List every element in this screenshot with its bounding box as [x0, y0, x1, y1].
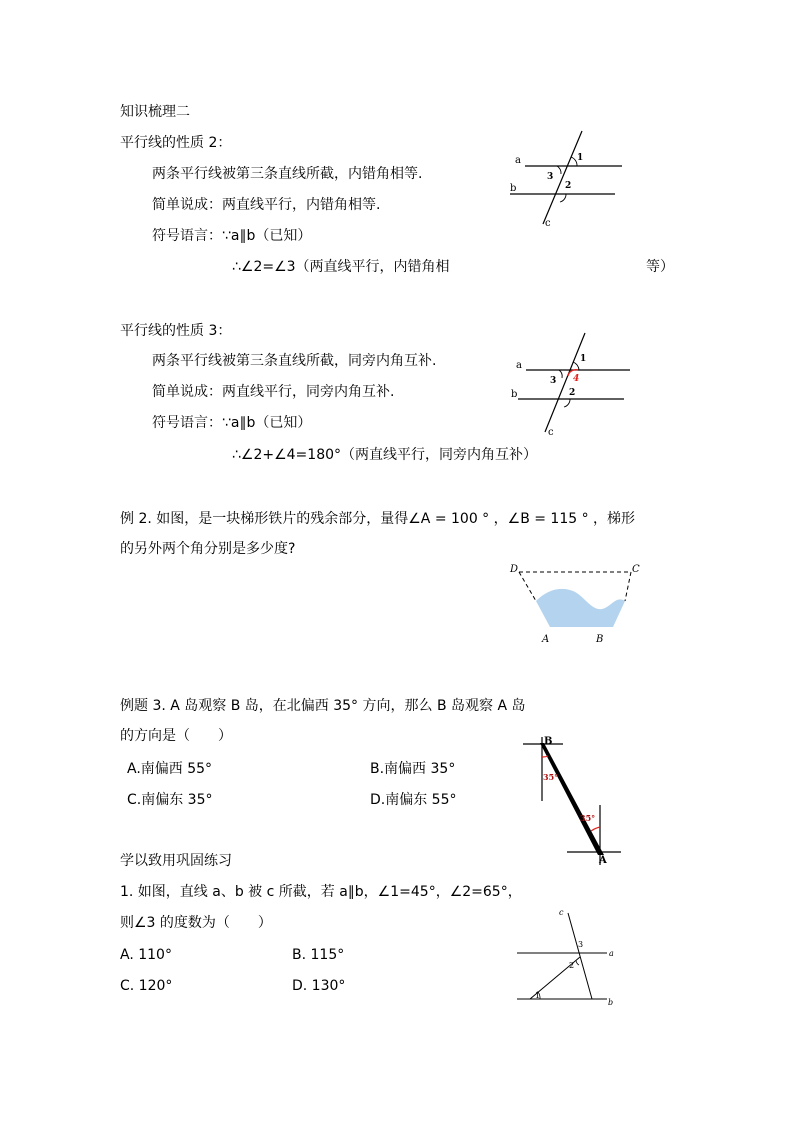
line-b-label: b: [511, 389, 518, 400]
example-3-question-line1: 例题 3. A 岛观察 B 岛，在北偏西 35° 方向，那么 B 岛观察 A 岛: [120, 698, 526, 714]
angle-3-label: 3: [547, 172, 554, 182]
line-b-label: b: [510, 183, 517, 194]
example-3-option-a: A.南偏西 55°: [127, 761, 213, 777]
angle-a-arc: [591, 827, 600, 831]
practice-q1-figure: [512, 905, 622, 1010]
property-3-title: 平行线的性质 3：: [120, 323, 232, 339]
property-3-short: 简单说成：两直线平行，同旁内角互补.: [152, 384, 395, 400]
property-2-statement: 两条平行线被第三条直线所截，内错角相等.: [152, 166, 423, 182]
practice-q1-line1: 1. 如图，直线 a、b 被 c 所截，若 a∥b，∠1=45°，∠2=65°，: [120, 884, 522, 900]
line-a-label: a: [515, 155, 521, 166]
property-2-short: 简单说成：两直线平行，内错角相等.: [152, 197, 381, 213]
line-b-label: b: [608, 998, 614, 1007]
angle-2-label: 2: [565, 181, 572, 191]
angle-2-label: 2: [569, 961, 575, 970]
vertex-c-label: C: [632, 564, 640, 575]
angle-b-arc: [542, 756, 548, 757]
line-c-label: c: [548, 427, 554, 438]
property-2-title: 平行线的性质 2：: [120, 135, 232, 151]
angle-1-label: 1: [577, 153, 584, 163]
angle-3-label: 3: [550, 376, 557, 386]
angle-b-value: 35°: [543, 772, 559, 782]
line-c-label: c: [545, 218, 551, 229]
example-3-question-line2: 的方向是（ ）: [120, 728, 232, 744]
property-2-symbol-conclusion: ∴∠2=∠3（两直线平行，内错角相: [232, 259, 450, 275]
line-a-label: a: [516, 360, 522, 371]
angle-1-label: 1: [535, 991, 541, 1000]
example-2-question-line2: 的另外两个角分别是多少度?: [120, 541, 296, 557]
angle-3-label: 3: [578, 940, 584, 949]
angle-1-label: 1: [580, 354, 587, 364]
practice-q1-option-a: A. 110°: [120, 947, 172, 963]
practice-q1-option-d: D. 130°: [292, 978, 346, 994]
example-3-option-b: B.南偏西 35°: [370, 761, 456, 777]
example-3-option-d: D.南偏东 55°: [370, 792, 457, 808]
property-2-figure: [505, 128, 630, 230]
property-2-symbol-conclusion-end: 等）: [646, 259, 674, 275]
angle-2-label: 2: [569, 388, 576, 398]
practice-heading: 学以致用巩固练习: [120, 853, 232, 869]
angle-a-value: 35°: [580, 813, 596, 823]
section-heading: 知识梳理二: [120, 104, 190, 120]
example-3-option-c: C.南偏东 35°: [127, 792, 213, 808]
property-3-figure: [508, 330, 633, 438]
practice-q1-line2: 则∠3 的度数为（ ）: [120, 915, 272, 931]
vertex-b-label: B: [596, 634, 604, 645]
property-2-symbol-given: 符号语言：∵a∥b（已知）: [152, 228, 312, 244]
example-2-question-line1: 例 2. 如图，是一块梯形铁片的残余部分，量得∠A = 100 ° ，∠B = 115 ° ，梯形: [120, 511, 636, 527]
practice-q1-option-c: C. 120°: [120, 978, 173, 994]
property-3-statement: 两条平行线被第三条直线所截，同旁内角互补.: [152, 353, 437, 369]
vertex-a-label: A: [542, 634, 550, 645]
practice-q1-option-b: B. 115°: [292, 947, 345, 963]
trapezoid-remnant: [536, 589, 625, 627]
line-c-label: c: [559, 908, 564, 917]
property-3-symbol-given: 符号语言：∵a∥b（已知）: [152, 415, 312, 431]
trapezoid-figure: [505, 560, 645, 648]
line-a-label: a: [609, 949, 614, 958]
island-direction-figure: [515, 735, 625, 867]
angle-4-label: 4: [573, 374, 580, 384]
property-3-symbol-conclusion: ∴∠2+∠4=180°（两直线平行，同旁内角互补）: [232, 447, 538, 463]
island-a-label: A: [599, 855, 607, 866]
island-b-label: B: [544, 736, 553, 747]
vertex-d-label: D: [510, 564, 519, 575]
